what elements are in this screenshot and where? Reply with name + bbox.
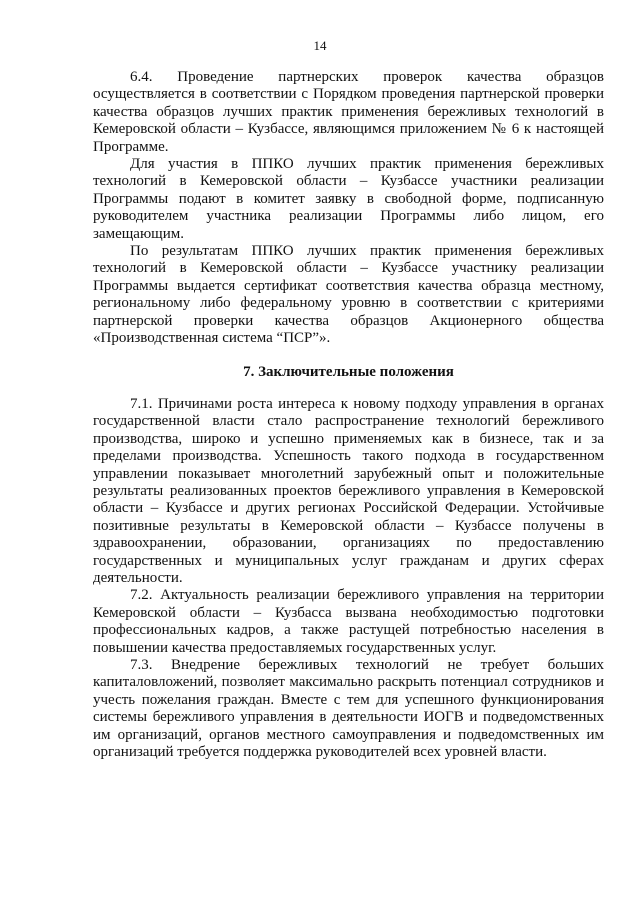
page-number: 14	[313, 38, 327, 53]
paragraph-7-2: 7.2. Актуальность реализации бережливого управления на территории Кемеровской области – Кузбасса вызвана необходимостью подготовки профессиональных кадров, а также растущей потребностью населения в повышении качества предоставляемых государственных услуг.	[93, 587, 604, 656]
paragraph-7-3: 7.3. Внедрение бережливых технологий не требует больших капиталовложений, позволяет максимально раскрыть потенциал сотрудников и учесть пожелания граждан. Вместе с тем для успешного функционирования системы бережливого управления в деятельности ИОГВ и подведомственных им организаций, органов местного самоуправления и подведомственных им организаций требуется поддержка руководителей всех уровней власти.	[93, 657, 604, 761]
section-heading: 7. Заключительные положения	[243, 363, 454, 380]
page-content	[93, 69, 604, 761]
paragraph-6-4: 6.4. Проведение партнерских проверок качества образцов осуществляется в соответствии с Порядком проведения партнерской проверки качества образцов лучших практик применения бережливых технологий в Кемеровской области – Кузбассе, являющимся приложением № 6 к настоящей Программе.	[93, 69, 604, 155]
paragraph-results: По результатам ППКО лучших практик применения бережливых технологий в Кемеровской области – Кузбассе участнику реализации Программы выдается сертификат соответствия качества образца местному, региональному либо федеральному уровню в соответствии с критериями партнерской проверки качества образцов Акционерного общества «Производственная система “ПСР”».	[93, 243, 604, 347]
paragraph-participation: Для участия в ППКО лучших практик применения бережливых технологий в Кемеровской области – Кузбассе участники реализации Программы подают в комитет заявку в свободной форме, подписанную руководителем участника реализации Программы либо лицом, его замещающим.	[93, 156, 604, 242]
paragraph-7-1: 7.1. Причинами роста интереса к новому подходу управления в органах государственной власти стало распространение технологий бережливого производства, широко и успешно применяемых как в бизнесе, так и за пределами производства. Успешность такого подхода в государственном управлении показывает многолетний зарубежный опыт и положительные результаты реализованных проектов бережливого управления в Кемеровской области – Кузбассе и других регионах Российской Федерации. Устойчивые позитивные результаты в Кемеровской области – Кузбассе получены в здравоохранении, образовании, организациях по предоставлению государственных и муниципальных услуг гражданам и других сферах деятельности.	[93, 395, 604, 586]
